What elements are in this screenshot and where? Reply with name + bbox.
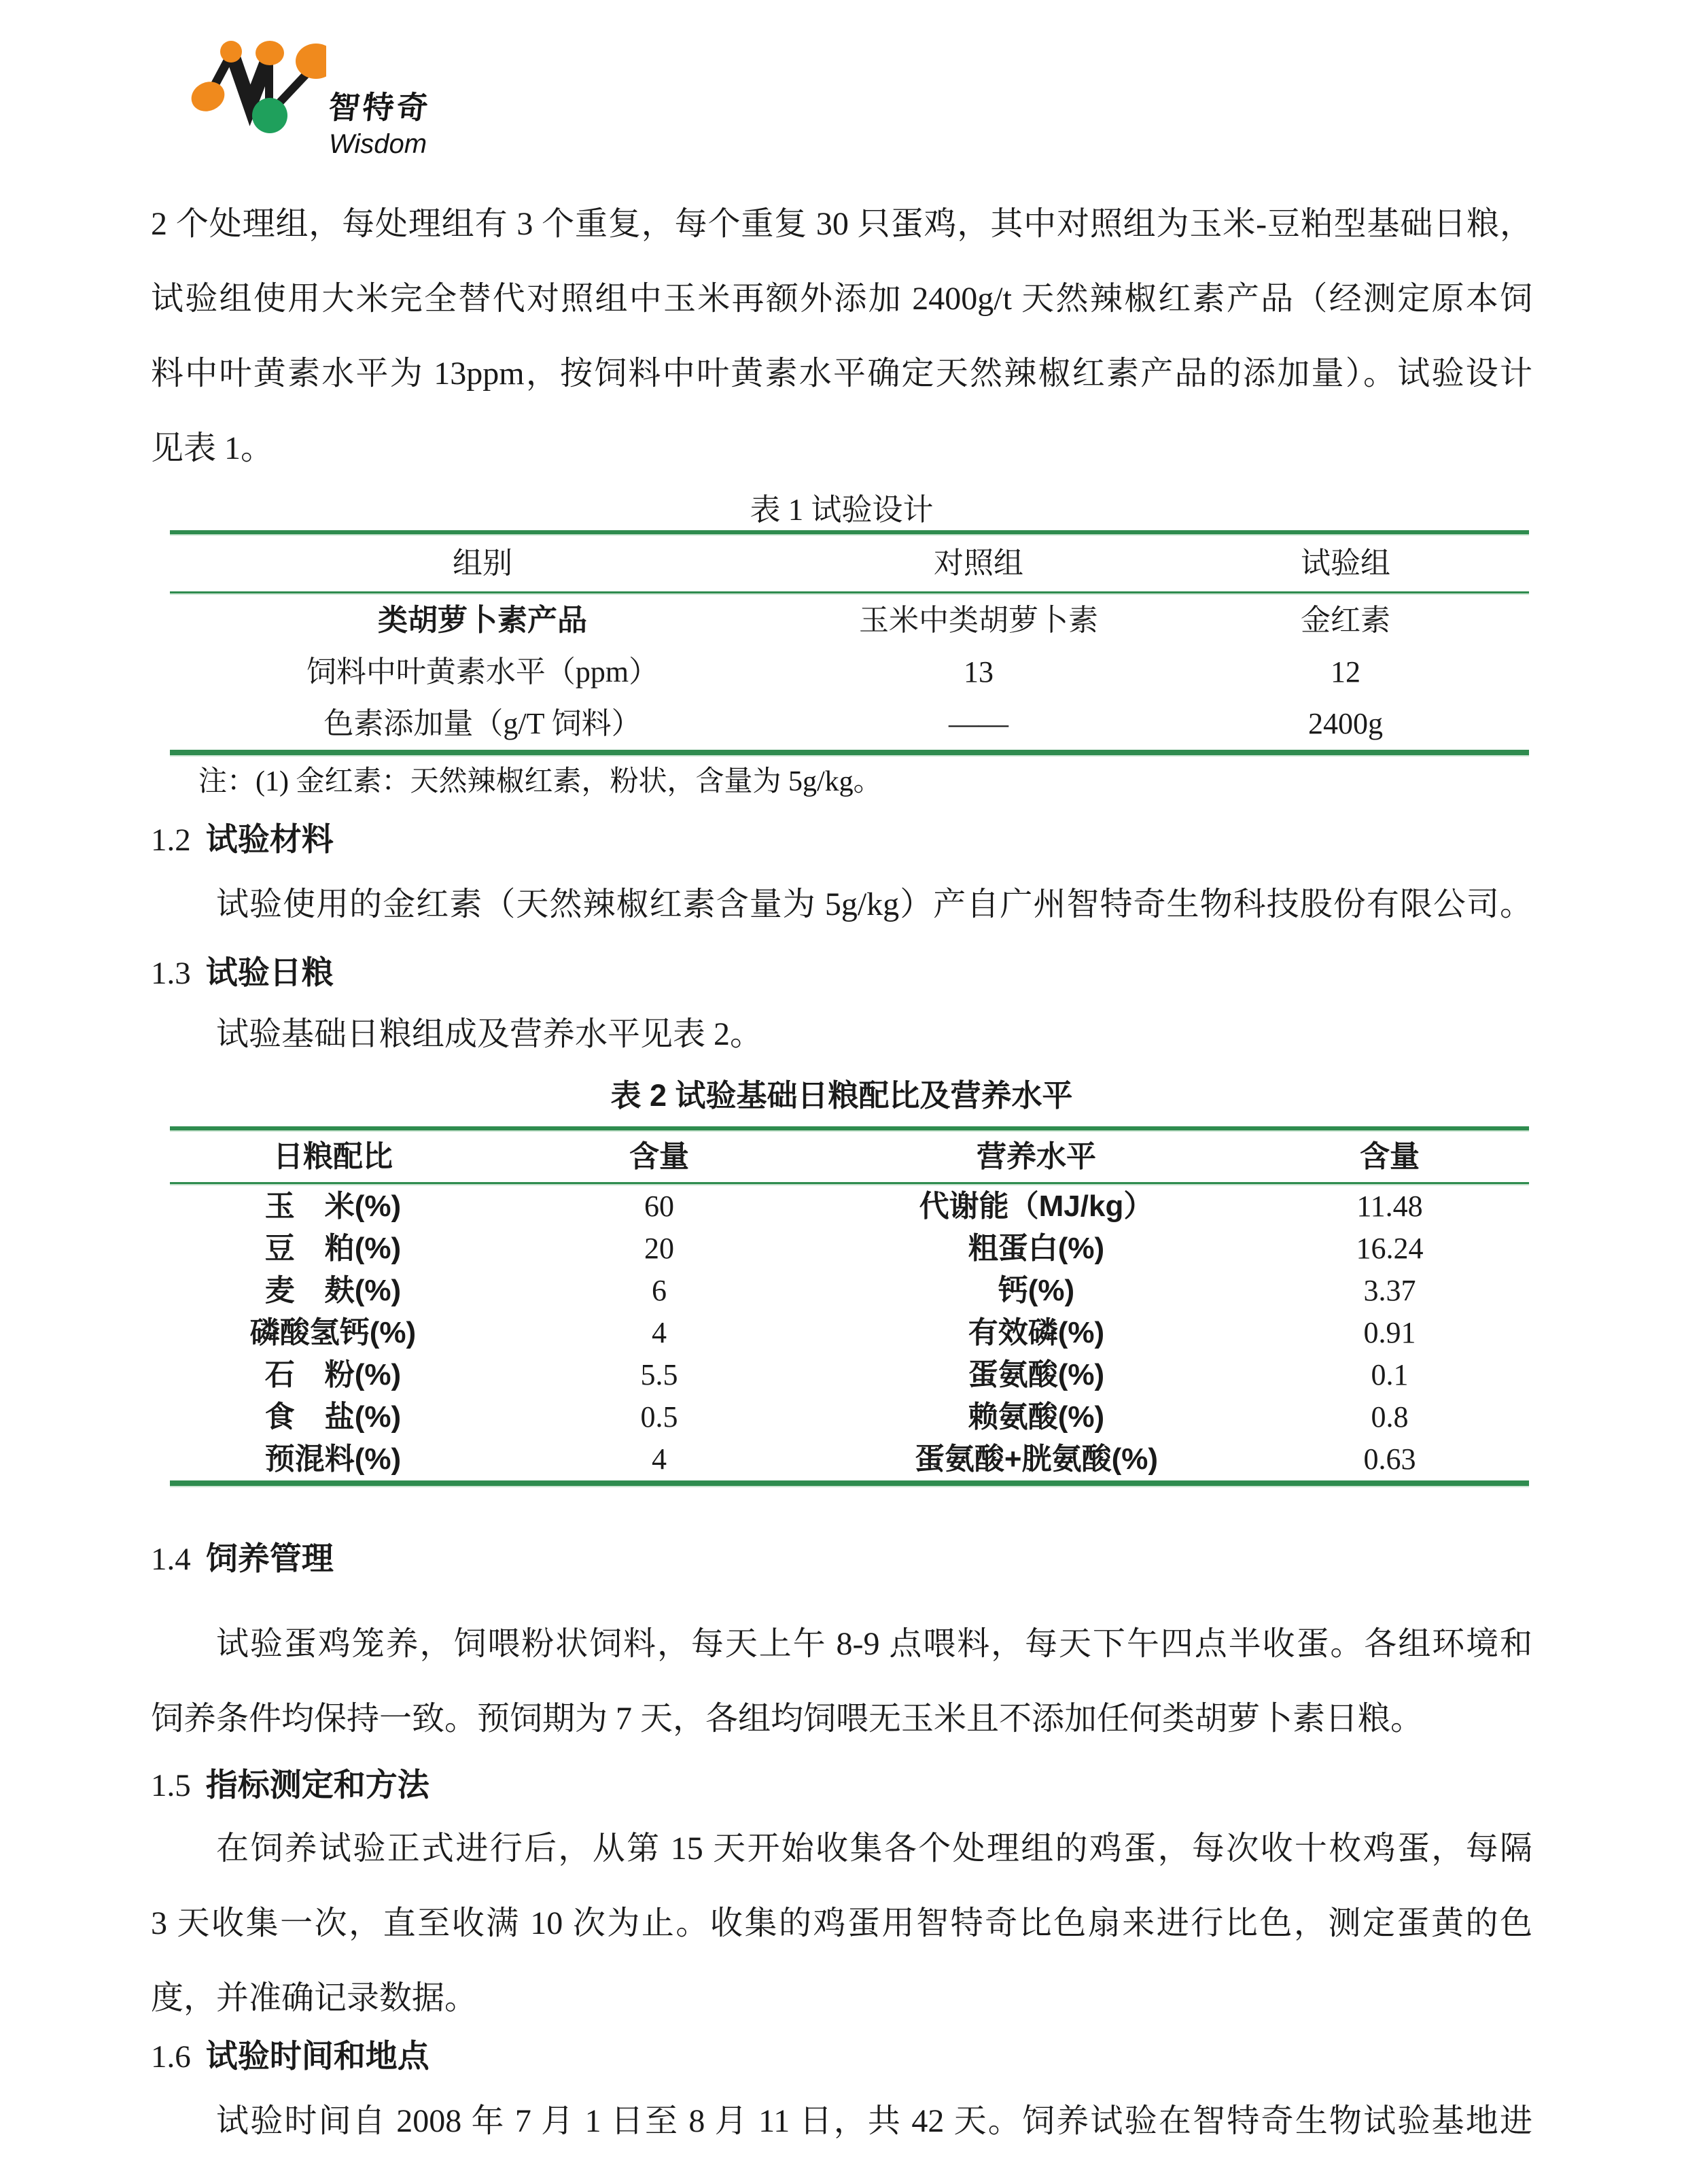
table2-cell: 代谢能（MJ/kg） bbox=[919, 1190, 1154, 1223]
section-number: 1.5 bbox=[151, 1768, 191, 1803]
paragraph-line: 3 天收集一次，直至收满 10 次为止。收集的鸡蛋用智特奇比色扇来进行比色，测定蛋黄的色 bbox=[151, 1905, 1532, 1941]
document-body bbox=[0, 187, 1686, 2159]
table-row bbox=[170, 698, 1529, 750]
table-row bbox=[170, 595, 1529, 646]
section-heading-1-6 bbox=[151, 2036, 1532, 2077]
paragraph-line: 试验基础日粮组成及营养水平见表 2。 bbox=[216, 1016, 763, 1052]
table2-cell: 磷酸氢钙(%) bbox=[249, 1316, 417, 1349]
paragraph-line: 试验蛋鸡笼养，饲喂粉状饲料，每天上午 8-9 点喂料，每天下午四点半收蛋。各组环境和 bbox=[216, 1626, 1532, 1662]
table1-cell: 色素添加量（g/T 饲料） bbox=[323, 707, 642, 740]
section-1-3-paragraph bbox=[151, 997, 1532, 1072]
table2-cell: 0.5 bbox=[640, 1400, 678, 1434]
section-heading-1-5 bbox=[151, 1765, 1532, 1806]
table-row bbox=[170, 1312, 1529, 1354]
table2-top-rule bbox=[170, 1126, 1529, 1132]
table1-header-row bbox=[170, 536, 1529, 591]
table2-cell: 食 盐(%) bbox=[264, 1400, 402, 1434]
section-heading-1-2 bbox=[151, 819, 1532, 861]
table2-cell: 0.1 bbox=[1371, 1358, 1409, 1391]
section-heading-1-3 bbox=[151, 952, 1532, 994]
table2-title: 表 2 试验基础日粮配比及营养水平 bbox=[610, 1078, 1073, 1113]
section-number: 1.4 bbox=[151, 1542, 191, 1577]
section-1-2-paragraph bbox=[151, 867, 1532, 942]
table2-cell: 赖氨酸(%) bbox=[968, 1400, 1105, 1434]
table-row bbox=[170, 1396, 1529, 1438]
intro-paragraph bbox=[151, 187, 1532, 486]
table2-cell: 3.37 bbox=[1363, 1274, 1416, 1307]
paragraph-line: 2 个处理组，每处理组有 3 个重复，每个重复 30 只蛋鸡，其中对照组为玉米-豆粕型基础日粮， bbox=[151, 206, 1532, 242]
table1-bottom-rule bbox=[170, 750, 1529, 757]
paragraph-line: 饲养条件均保持一致。预饲期为 7 天，各组均饲喂无玉米且不添加任何类胡萝卜素日粮。 bbox=[151, 1701, 1424, 1737]
table2-cell: 蛋氨酸+胱氨酸(%) bbox=[914, 1442, 1159, 1476]
paragraph-line: 试验组使用大米完全替代对照组中玉米再额外添加 2400g/t 天然辣椒红素产品（经测定原本饲 bbox=[151, 281, 1532, 317]
table2-cell: 60 bbox=[644, 1190, 674, 1223]
table2-cell: 11.48 bbox=[1356, 1190, 1423, 1223]
section-title: 试验日粮 bbox=[205, 954, 334, 990]
section-heading-1-4 bbox=[151, 1538, 1532, 1580]
section-number: 1.6 bbox=[151, 2039, 191, 2075]
table1-cell: 玉米中类胡萝卜素 bbox=[859, 604, 1098, 637]
table2-header-cell: 营养水平 bbox=[977, 1140, 1096, 1173]
section-number: 1.3 bbox=[151, 956, 191, 991]
table1-cell: 类胡萝卜素产品 bbox=[378, 604, 587, 637]
table2-cell: 0.91 bbox=[1363, 1316, 1416, 1349]
section-1-4-paragraph bbox=[151, 1607, 1532, 1756]
section-title: 饲养管理 bbox=[205, 1540, 334, 1576]
table2-cell: 4 bbox=[652, 1316, 667, 1349]
table-row bbox=[170, 1438, 1529, 1480]
table1-cell: 饲料中叶黄素水平（ppm） bbox=[306, 655, 659, 689]
paragraph-line: 试验使用的金红素（天然辣椒红素含量为 5g/kg）产自广州智特奇生物科技股份有限公司。 bbox=[216, 886, 1532, 922]
table-row bbox=[170, 1185, 1529, 1228]
table1-cell: 13 bbox=[964, 655, 994, 689]
paragraph-line: 试验时间自 2008 年 7 月 1 日至 8 月 11 日，共 42 天。饲养试验在智特奇生物试验基地进 bbox=[216, 2103, 1532, 2139]
paragraph-line: 在饲养试验正式进行后，从第 15 天开始收集各个处理组的鸡蛋，每次收十枚鸡蛋，每隔 bbox=[216, 1831, 1532, 1867]
section-title: 指标测定和方法 bbox=[205, 1767, 429, 1803]
company-logo bbox=[182, 20, 1686, 173]
table-row bbox=[170, 646, 1529, 698]
section-title: 试验时间和地点 bbox=[205, 2038, 429, 2074]
section-1-5-paragraph bbox=[151, 1812, 1532, 2036]
table1-cell: 金红素 bbox=[1301, 604, 1390, 637]
paragraph-line: 料中叶黄素水平为 13ppm，按饲料中叶黄素水平确定天然辣椒红素产品的添加量）。试验设计 bbox=[151, 356, 1532, 392]
table2-cell: 蛋氨酸(%) bbox=[968, 1358, 1105, 1391]
table2-cell: 钙(%) bbox=[998, 1274, 1075, 1307]
table2-cell: 有效磷(%) bbox=[968, 1316, 1105, 1349]
table2-cell: 0.63 bbox=[1363, 1442, 1416, 1476]
logo-brand-english: Wisdom bbox=[329, 129, 427, 159]
table1-header-cell: 组别 bbox=[453, 547, 512, 580]
table1-cell: —— bbox=[949, 707, 1008, 740]
table2-cell: 0.8 bbox=[1371, 1400, 1409, 1434]
section-1-6-paragraph bbox=[151, 2084, 1532, 2159]
table2-header-cell: 日粮配比 bbox=[273, 1140, 393, 1173]
table2-cell: 4 bbox=[652, 1442, 667, 1476]
table-row bbox=[170, 1228, 1529, 1270]
table2-diet-composition bbox=[170, 1126, 1529, 1487]
section-number: 1.2 bbox=[151, 822, 191, 858]
table2-cell: 麦 麸(%) bbox=[264, 1274, 402, 1307]
table1-title: 表 1 试验设计 bbox=[750, 493, 934, 527]
wisdom-logo-icon bbox=[182, 20, 326, 173]
table2-header-cell: 含量 bbox=[629, 1140, 689, 1173]
table2-cell: 粗蛋白(%) bbox=[968, 1232, 1105, 1265]
table1-top-rule bbox=[170, 530, 1529, 536]
table1-cell: 12 bbox=[1331, 655, 1360, 689]
table2-cell: 5.5 bbox=[640, 1358, 678, 1391]
table2-cell: 预混料(%) bbox=[264, 1442, 402, 1476]
table2-cell: 16.24 bbox=[1356, 1232, 1424, 1265]
table-row bbox=[170, 1270, 1529, 1312]
table2-cell: 玉 米(%) bbox=[264, 1190, 402, 1223]
table2-header-row bbox=[170, 1132, 1529, 1182]
table2-cell: 20 bbox=[644, 1232, 674, 1265]
table2-header-cell: 含量 bbox=[1360, 1140, 1420, 1173]
table1-design bbox=[170, 530, 1529, 757]
table2-cell: 豆 粕(%) bbox=[264, 1232, 402, 1265]
paragraph-line: 见表 1。 bbox=[151, 430, 274, 466]
table-row bbox=[170, 1354, 1529, 1396]
logo-wordmark bbox=[326, 20, 433, 173]
table1-header-cell: 试验组 bbox=[1301, 547, 1390, 580]
table1-header-cell: 对照组 bbox=[934, 547, 1023, 580]
table1-cell: 2400g bbox=[1308, 707, 1383, 740]
logo-brand-chinese: 智特奇 bbox=[326, 90, 433, 125]
paragraph-line: 度，并准确记录数据。 bbox=[151, 1980, 478, 2016]
table2-cell: 石 粉(%) bbox=[264, 1358, 402, 1391]
section-title: 试验材料 bbox=[205, 821, 334, 857]
table1-footnote: 注：(1) 金红素：天然辣椒红素，粉状，含量为 5g/kg。 bbox=[198, 766, 882, 797]
table2-cell: 6 bbox=[652, 1274, 667, 1307]
table2-bottom-rule bbox=[170, 1480, 1529, 1487]
